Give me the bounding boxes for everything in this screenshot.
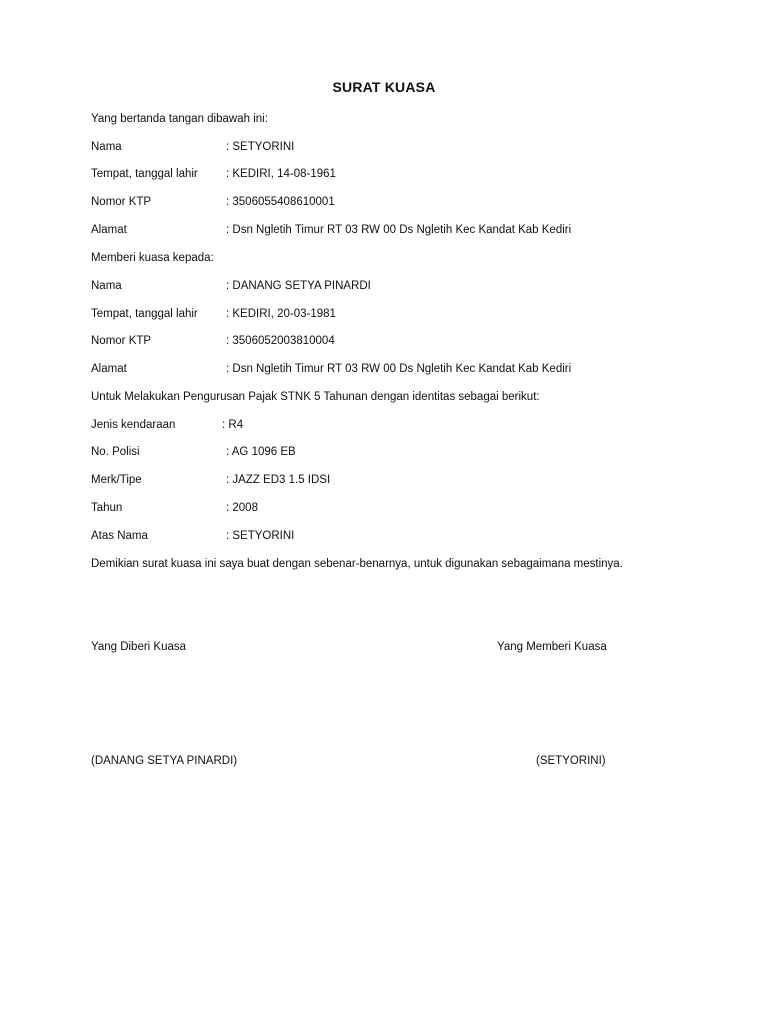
field-value: : Dsn Ngletih Timur RT 03 RW 00 Ds Ngletih Kec Kandat Kab Kediri — [226, 363, 572, 375]
field-label: Jenis kendaraan — [91, 419, 176, 431]
field-value: : R4 — [222, 419, 244, 431]
closing-text: Demikian surat kuasa ini saya buat dengan sebenar-benarnya, untuk digunakan sebagaimana mestinya. — [91, 558, 623, 570]
field-value: : 3506052003810004 — [226, 335, 335, 347]
field-value: : AG 1096 EB — [226, 446, 296, 458]
field-value: : DANANG SETYA PINARDI — [226, 280, 371, 292]
field-value: : 3506055408610001 — [226, 196, 335, 208]
field-value: : SETYORINI — [226, 530, 295, 542]
field-label: Nama — [91, 141, 122, 153]
intro-text: Yang bertanda tangan dibawah ini: — [91, 113, 268, 125]
field-value: : Dsn Ngletih Timur RT 03 RW 00 Ds Ngletih Kec Kandat Kab Kediri — [226, 224, 572, 236]
field-label: No. Polisi — [91, 446, 140, 458]
field-label: Nomor KTP — [91, 335, 152, 347]
field-label: Atas Nama — [91, 530, 148, 542]
field-label: Tempat, tanggal lahir — [91, 168, 198, 180]
grantee-signature-heading: Yang Diberi Kuasa — [91, 641, 187, 653]
field-label: Tempat, tanggal lahir — [91, 308, 198, 320]
grantee-signature-name: (DANANG SETYA PINARDI) — [91, 755, 238, 767]
grantor-signature-name: (SETYORINI) — [536, 755, 606, 767]
field-label: Merk/Tipe — [91, 474, 142, 486]
grant-intro-text: Memberi kuasa kepada: — [91, 252, 214, 264]
grantor-signature-heading: Yang Memberi Kuasa — [497, 641, 607, 653]
field-label: Alamat — [91, 363, 127, 375]
purpose-text: Untuk Melakukan Pengurusan Pajak STNK 5 Tahunan dengan identitas sebagai berikut: — [91, 391, 540, 403]
field-label: Alamat — [91, 224, 127, 236]
field-label: Nama — [91, 280, 122, 292]
field-value: : KEDIRI, 20-03-1981 — [226, 308, 336, 320]
field-label: Nomor KTP — [91, 196, 152, 208]
field-label: Tahun — [91, 502, 123, 514]
field-value: : SETYORINI — [226, 141, 295, 153]
field-value: : KEDIRI, 14-08-1961 — [226, 168, 336, 180]
field-value: : 2008 — [226, 502, 258, 514]
document-title: SURAT KUASA — [332, 79, 436, 95]
field-value: : JAZZ ED3 1.5 IDSI — [226, 474, 331, 486]
